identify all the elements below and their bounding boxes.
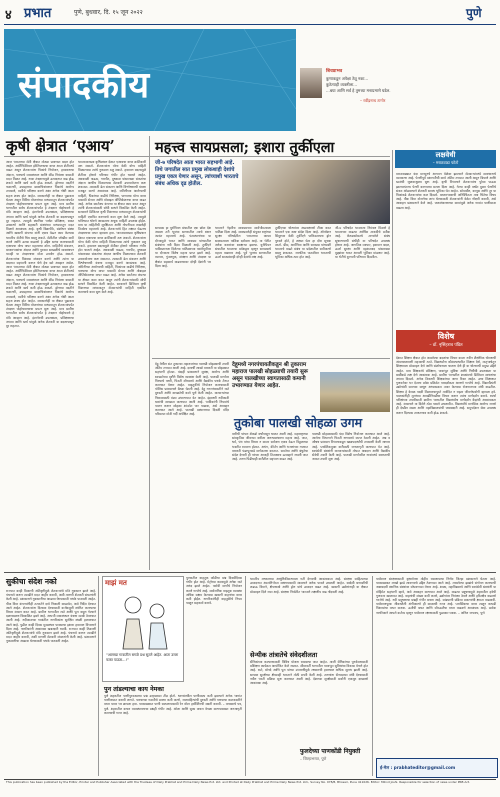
bottom-col1-body: राज्यात काही ठिकाणी अतिवृष्टीमुळे शेतकऱ्यांचे मोठे नुकसान झाले आहे. पंचनामे करून तातडीने मदत जाहीर करावी, अशी मागणी शेतकरी संघटनांनी केली आहे. प्रशासनाने नुकसानीचा आढावा घेण्यासाठी पथके पाठवली आहेत. पीक विमा कंपन्यांनीही तत्परतेने दावे निकाली काढावेत, असे निर्देश देण्यात आले आहेत. शेतकऱ्यांना दिलासा देण्यासाठी कर्जवसुली स्थगित करण्याचा विचार शासन करत आहे. ग्रामीण भागातील रस्ते आणि पूल वाहून गेल्याने दळणवळण विस्कळित झाले आहे. आपत्ती व्यवस्थापन यंत्रणा सतर्क ठेवण्यात आली आहे. नदीकाठच्या गावांतील नागरिकांना सुरक्षित स्थळी हलवण्यात आले आहे. पुढील काही दिवस मुसळधार पावसाचा इशारा हवामान विभागाने दिला आहे. नागरिकांनी आवश्यक खबरदारी घ्यावी. राज्यात काही ठिकाणी अतिवृष्टीमुळे शेतकऱ्यांचे मोठे नुकसान झाले आहे. पंचनामे करून तातडीने मदत जाहीर करावी, अशी मागणी शेतकरी संघटनांनी केली आहे. प्रशासनाने नुकसानीचा आढावा घेण्यासाठी पथके पाठवली आहेत.: [6, 589, 96, 644]
bottom-col1-title: सुकीचा संदेश नको: [6, 577, 57, 586]
lead-headline: महत्त्व सायप्रसला; इशारा तुर्कीएला: [155, 139, 335, 156]
quote-box: [300, 66, 435, 128]
banner-title: संपादकीय: [18, 65, 150, 106]
right-column-body: मराठवाड्यात यंदा मान्सूनचे आगमन वेळेवर झाल्याने शेतकऱ्यांमध्ये समाधानाचे वातावरण आहे. पेरणीपूर्व मशागतीची कामे अंतिम टप्प्यात आली असून बियाणे आणि खतांची जुळवाजुळव सुरू आहे. कृषी विभागाने शेतकऱ्यांना पुरेसा पाऊस झाल्यानंतरच पेरणी करण्याचा सल्ला दिला आहे. गेल्या काही वर्षांत दुबार पेरणीचे संकट ओढवल्याने शेतकरी सावध भूमिका घेत आहेत. सोयाबीन, कापूस आणि तूर या पिकांकडे शेतकऱ्यांचा कल दिसतो. बाजारभावाची अनिश्चितता मात्र चिंतेचा विषय आहे. पीक विमा योजनेचा लाभ घेण्यासाठी शेतकऱ्यांनी वेळेत नोंदणी करावी, असे आवाहन प्रशासनाने केले आहे. जलसंधारणाच्या कामांमुळे अनेक गावांत पाणीसाठा वाढला आहे.: [396, 172, 496, 210]
tukoba-photo: [320, 372, 390, 412]
feature-box: [396, 330, 496, 352]
editorial-body-col1: आज भारताच्या शेती क्षेत्रात मोठ्या प्रमाणात बदल होत आहेत. आर्टिफिशियल इंटेलिजन्सचा वापर आता शेतीमध्ये वाढत असून शेतकऱ्यांना पिकांचे नियोजन, हवामानाचा अंदाज, पाण्याचे व्यवस्थापन आणि कीड नियंत्रण यासाठी मदत मिळत आहे. नव्या तंत्रज्ञानामुळे उत्पादनात वाढ होऊ शकते आणि खर्च कमी होऊ शकतो. ड्रोनच्या मदतीने फवारणी, उपग्रहाच्या छायाचित्रांवरून पिकांचे आरोग्य तपासणे, मातीचे परीक्षण करणे अशा अनेक गोष्टी आता सहज शक्य होत आहेत. सरकारनेही या क्षेत्रात पुढाकार घेतला असून विविध योजनांच्या माध्यमातून शेतकऱ्यांपर्यंत तंत्रज्ञान पोहोचवण्याचा प्रयत्न सुरू आहे. मात्र ग्रामीण भागातील सर्वच शेतकऱ्यांपर्यंत हे तंत्रज्ञान पोहोचवणे हे मोठे आव्हान आहे. इंटरनेटची उपलब्धता, प्रशिक्षणाचा अभाव आणि खर्च यांमुळे अनेक शेतकरी या बदलापासून दूर राहतात. त्यामुळे स्थानिक भाषेत प्रशिक्षण, स्वस्त उपकरणे आणि सहकारी संस्थांच्या माध्यमातून मदत मिळणे आवश्यक आहे. कृषी विद्यापीठे, संशोधन संस्था आणि खासगी कंपन्या यांनी एकत्र येऊन काम केल्यास भारतीय शेतीचे चित्र बदलू शकते. शेतीतील जोखीम कमी करणे आणि उत्पन्न वाढवणे हे उद्दिष्ट साध्य करण्यासाठी एआयचा योग्य वापर महत्त्वाचा ठरेल. माहितीचे संकलन, बाजारभावांचा अंदाज आणि पुरवठा साखळीचे व्यवस्थापन यातही या तंत्रज्ञानाचा मोठा उपयोग होऊ शकतो. शेतकऱ्यांचा विश्वास संपादन करणे आणि त्यांना या बदलात सहभागी करून घेणे हेच खरे आव्हान असेल. आज भारताच्या शेती क्षेत्रात मोठ्या प्रमाणात बदल होत आहेत. आर्टिफिशियल इंटेलिजन्सचा वापर आता शेतीमध्ये वाढत असून शेतकऱ्यांना पिकांचे नियोजन, हवामानाचा अंदाज, पाण्याचे व्यवस्थापन आणि कीड नियंत्रण यासाठी मदत मिळत आहे. नव्या तंत्रज्ञानामुळे उत्पादनात वाढ होऊ शकते आणि खर्च कमी होऊ शकतो. ड्रोनच्या मदतीने फवारणी, उपग्रहाच्या छायाचित्रांवरून पिकांचे आरोग्य तपासणे, मातीचे परीक्षण करणे अशा अनेक गोष्टी आता सहज शक्य होत आहेत. सरकारनेही या क्षेत्रात पुढाकार घेतला असून विविध योजनांच्या माध्यमातून शेतकऱ्यांपर्यंत तंत्रज्ञान पोहोचवण्याचा प्रयत्न सुरू आहे. मात्र ग्रामीण भागातील सर्वच शेतकऱ्यांपर्यंत हे तंत्रज्ञान पोहोचवणे हे मोठे आव्हान आहे. इंटरनेटची उपलब्धता, प्रशिक्षणाचा अभाव आणि खर्च यांमुळे अनेक शेतकरी या बदलापासून दूर राहतात.: [6, 160, 74, 328]
quote-author: – रवींद्रनाथ टागोर: [360, 98, 386, 103]
lead-body-col1: सायप्रस हा युरोपियन संघातील एक छोटा देश असला तरी भूमध्य सागरातील त्याचे स्थान अत्यंत महत्त्वाचे आहे. पंतप्रधानांच्या या दौऱ्यामुळे भारत आणि सायप्रस यांच्यातील संबंधांना नवी दिशा मिळाली आहे. तुर्कीएने पाकिस्तानला दिलेल्या पाठिंब्याच्या पार्श्वभूमीवर या दौऱ्याला विशेष महत्त्व प्राप्त झाले आहे. व्यापार, गुंतवणूक, संरक्षण आणि तंत्रज्ञान या क्षेत्रांत सहकार्य वाढवण्यावर दोन्ही देशांनी भर दिला आहे.: [155, 226, 211, 268]
obituary-sub: – जिल्हाभरात, पुणे: [300, 756, 327, 761]
tukoba-body-col2: पालखी सोहळ्यासाठी यंदा विशेष नियोजन करण्यात आले आहे. आरोग्य विभागाने फिरती रुग्णालये सज्ज ठेवली आहेत. अन्न व औषध प्रशासन विभागाकडून खाद्यपदार्थांची तपासणी केली जाणार आहे. प्लास्टिकमुक्त वारीसाठी जनजागृती करण्यात येत आहे. स्वयंसेवी संस्थांनी वारकऱ्यांसाठी मोफत अन्नदान आणि वैद्यकीय सेवेची तयारी केली आहे. पालखी मार्गावरील गावांमध्ये स्वागताची जय्यत तयारी सुरू आहे.: [312, 432, 390, 462]
quote-line: कुणाकडून अपेक्षा ठेवू नका...: [326, 76, 369, 81]
cartoon-box: [102, 576, 184, 682]
masthead: [0, 0, 500, 28]
tukoba-body-col1: वारीची परंपरा शेकडो वर्षांपासून चालत आली आहे. महाराष्ट्राच्या सांस्कृतिक जीवनात वारीला अनन्यसाधारण महत्त्व आहे. जात, धर्म, पंथ यांचा विचार न करता सर्वजण एकत्र येऊन विठ्ठलाच्या भक्तीत रममाण होतात. अभंग, कीर्तन आणि भजनांच्या गजरात वारकरी पंढरपूरकडे मार्गक्रमण करतात. समतेचा आणि बंधुतेचा संदेश देणारी ही परंपरा आजही तितक्याच उत्साहाने जपली जात आहे. तरुण पिढीचाही वारीतील सहभाग वाढत आहे.: [232, 432, 308, 462]
obituary-title: फुलदेच्या पाणकोंडी नियुक्ती: [300, 748, 361, 755]
center-body-bottom: सैनिकांच्या कल्याणासाठी विविध योजना राबवल्या जात आहेत. माजी सैनिकांच्या पुनर्वसनासाठी प्रशिक्षण कार्यक्रम आयोजित केले जातात. सीमावर्ती भागातील पायाभूत सुविधांचा विकास वेगाने होत आहे. रस्ते, बोगदे आणि पूल यांच्या उभारणीमुळे लष्कराची हालचाल अधिक सुलभ झाली आहे. सायबर सुरक्षेच्या क्षेत्रातही भारताने मोठी प्रगती केली आहे. तरुणांना सैन्यदलात संधी देण्यासाठी नवीन भरती प्रक्रिया सुरू करण्यात आली आहे. देशाच्या सुरक्षेसाठी सर्वांनी एकजूट दाखवणे आवश्यक आहे.: [250, 660, 368, 686]
page-number: ४: [5, 8, 12, 23]
editorial-body-col2: भारतासारख्या कृषिप्रधान देशात एआयचा वापर क्रांतिकारी ठरू शकतो. शेतकऱ्यांना योग्य वेळी योग्य माहिती मिळाल्यास त्यांचे नुकसान टळू शकते. हवामान बदलामुळे शेतीवर होणारे परिणाम गंभीर होत चालले आहेत. अवकाळी पाऊस, गारपीट, दुष्काळ यांसारख्या संकटांचा अंदाज आधीच मिळाल्यास शेतकरी उपाययोजना करू शकतात. त्यासाठी डेटा संकलन आणि विश्लेषणाची यंत्रणा मजबूत करणे आवश्यक आहे. जमिनीच्या आरोग्याची माहिती, पिकांच्या वाढीचे निरीक्षण, पाण्याचा योग्य वापर यासाठी सेन्सर आणि मोबाइल ॲप्लिकेशनचा वापर वाढत आहे. अनेक स्टार्टअप कंपन्या या क्षेत्रात काम करत असून त्यांनी शेतकऱ्यांसाठी सोपी साधने विकसित केली आहेत. सरकारने डिजिटल कृषी मिशनच्या माध्यमातून शेतकऱ्यांची माहिती एकत्रित करण्याचे काम सुरू केले आहे. त्यामुळे भविष्यात धोरणे आखताना अचूक माहिती उपलब्ध होईल. मात्र या माहितीची सुरक्षितता आणि गोपनीयता राखणेही तितकेच महत्त्वाचे आहे. शेतकऱ्यांचे हित लक्षात घेऊनच तंत्रज्ञानाचा वापर व्हायला हवा. भारतासारख्या कृषिप्रधान देशात एआयचा वापर क्रांतिकारी ठरू शकतो. शेतकऱ्यांना योग्य वेळी योग्य माहिती मिळाल्यास त्यांचे नुकसान टळू शकते. हवामान बदलामुळे शेतीवर होणारे परिणाम गंभीर होत चालले आहेत. अवकाळी पाऊस, गारपीट, दुष्काळ यांसारख्या संकटांचा अंदाज आधीच मिळाल्यास शेतकरी उपाययोजना करू शकतात. त्यासाठी डेटा संकलन आणि विश्लेषणाची यंत्रणा मजबूत करणे आवश्यक आहे. जमिनीच्या आरोग्याची माहिती, पिकांच्या वाढीचे निरीक्षण, पाण्याचा योग्य वापर यासाठी सेन्सर आणि मोबाइल ॲप्लिकेशनचा वापर वाढत आहे. अनेक स्टार्टअप कंपन्या या क्षेत्रात काम करत असून त्यांनी शेतकऱ्यांसाठी सोपी साधने विकसित केली आहेत. सरकारने डिजिटल कृषी मिशनच्या माध्यमातून शेतकऱ्यांची माहिती एकत्रित करण्याचे काम सुरू केले आहे.: [78, 160, 146, 295]
right-bottom-body: पर्यावरण संरक्षणासाठी वृक्षारोपण मोहीम राबवण्याचा निर्णय जिल्हा प्रशासनाने घेतला आहे. पावसाळ्यात लाखो झाडे लावण्याचे उद्दिष्ट ठेवण्यात आले आहे. लावलेल्या झाडांचे संगोपन करण्याची जबाबदारी स्थानिक संस्थांवर सोपवण्यात येणार आहे. शाळा, महाविद्यालये आणि स्वयंसेवी संस्थांनी या मोहिमेत सहभागी व्हावे, असे आवाहन करण्यात आले आहे. वाढत्या प्रदूषणामुळे शहरातील हवेची गुणवत्ता खालावत आहे. वाहनांची संख्या कमी करणे, उद्योगांवर नियंत्रण ठेवणे आणि हरितक्षेत्र वाढवणे गरजेचे आहे. नदी प्रदूषणाचा प्रश्नही गंभीर बनला आहे. सांडपाणी प्रक्रिया प्रकल्पांची क्षमता वाढवावी. पर्यावरणपूरक जीवनशैली अंगीकारणे ही काळाची गरज आहे. प्लास्टिकचा वापर टाळून कापडी पिशव्यांचा वापर करावा. ऊर्जेची बचत आणि सौरऊर्जेचा वापर वाढवणे आवश्यक आहे. प्रत्येक नागरिकाने आपले कर्तव्य म्हणून पर्यावरण रक्षणासाठी पुढाकार घ्यावा. – अनिल जगताप, पुणे: [376, 577, 496, 615]
tukoba-left-col: देहू येथील संत तुकाराम महाराजांच्या पालखी सोहळ्याची तयारी अंतिम टप्प्यात आली आहे. दरवर्षी लाखो वारकरी या सोहळ्यात सहभागी होतात. यंदाही प्रशासनाने सुरक्षा, आरोग्य आणि स्वच्छतेच्या दृष्टीने विशेष व्यवस्था केली आहे. पालखी मार्गावर पिण्याचे पाणी, फिरती शौचालये आणि वैद्यकीय पथके तैनात करण्यात येणार आहेत. वाहतुकीचे नियोजन करण्यासाठी पोलिस प्रशासनाने बैठक घेतली आहे. देहू नगरपंचायतीने रस्ते दुरुस्ती आणि स्वच्छतेची कामे पूर्ण केली आहेत. वारकऱ्यांच्या निवासासाठी मंडप उभारण्यात येत आहेत. इंद्रायणी नदीकाठी घाटांची स्वच्छता करण्यात आली आहे. भाविकांनी नियमांचे पालन करून सोहळा शांततेत पार पाडावा, असे आवाहन करण्यात आले आहे. पालखी प्रस्थानाच्या दिवशी मंदिर परिसरात मोठी गर्दी अपेक्षित आहे.: [155, 362, 229, 417]
editorial-headline: कृषी क्षेत्रात ‘एआय’: [6, 137, 115, 155]
feature-body: देशात शिक्षण क्षेत्रात होत असलेल्या बदलांचा विचार करता नवीन शैक्षणिक धोरणाची अंमलबजावणी महत्त्वाची ठरते. विद्यार्थ्यांना कौशल्याधारित शिक्षण देणे, मातृभाषेतून शिक्षणाला प्रोत्साहन देणे आणि संशोधनाला चालना देणे ही या धोरणाची प्रमुख उद्दिष्टे आहेत. मात्र शिक्षकांचे प्रशिक्षण, पायाभूत सुविधा आणि निधीची उपलब्धता या बाबींकडे लक्ष देणे आवश्यक आहे. ग्रामीण भागातील शाळांमध्ये डिजिटल साधनांचा अभाव दिसतो. अनेक ठिकाणी शिक्षकांच्या जागा रिक्त आहेत. उच्च शिक्षणात गुणवत्तेवर भर देताना प्रवेश प्रक्रियेत पारदर्शकता आणणे गरजेचे आहे. विद्यापीठांनी उद्योगांशी समन्वय साधून अभ्यासक्रम तयार केल्यास रोजगाराच्या संधी वाढतील. शिक्षण हे केवळ पदवी मिळवण्यापुरते मर्यादित न राहता जीवनोपयोगी व्हायला हवे. पालकांनीही मुलांच्या आवडीनिवडीचा विचार करून त्यांना मार्गदर्शन करावे. स्पर्धा परीक्षांच्या तयारीसाठी ग्रामीण भागातील विद्यार्थ्यांना मार्गदर्शन केंद्रांची आवश्यकता आहे. शासनाने या दिशेने ठोस पावले उचलावीत. विद्यार्थ्यांचे मानसिक आरोग्य जपणे ही देखील शाळा आणि महाविद्यालयांची जबाबदारी आहे. समुपदेशन सेवा उपलब्ध करून दिल्यास ताणतणाव कमी होऊ शकतो.: [396, 356, 496, 415]
edition-label: पुणे: [466, 6, 482, 20]
center-body-top: भारतीय लष्कराच्या आधुनिकीकरणाला गती देण्याची आवश्यकता आहे. संरक्षण साहित्याच्या उत्पादनात आत्मनिर्भरता साधण्यासाठी शासनाने अनेक पावले उचलली आहेत. स्वदेशी बनावटीची लढाऊ विमाने, क्षेपणास्त्रे आणि ड्रोन यांचे उत्पादन वाढत आहे. खासगी उद्योगांनाही या क्षेत्रात प्रोत्साहन दिले जात आहे. संरक्षण निर्यातीत भारताने लक्षणीय वाढ नोंदवली आहे.: [250, 577, 368, 594]
right-column-subtitle: – मराठवाडा फोटो: [432, 160, 459, 165]
dateline: पुणे, बुधवार, दि. १५ जून २०२२: [74, 9, 143, 16]
right-column-title: लक्षवेधी: [435, 151, 456, 159]
paper-name-logo: प्रभात: [24, 6, 52, 21]
letters-body: पुणे शहरातील पाणीपुरवठ्याचा प्रश्न उन्हाळ्यात तीव्र होतो. धरणांमधील पाणीसाठा कमी झाल्याने अनेक भागांत पाणीकपात करावी लागते. पाण्याच्या गळतीचे प्रमाण कमी करणे, जलवाहिन्यांची दुरुस्ती आणि पाण्याचा काटकसरीने वापर यावर भर द्यायला हवा. पावसाळ्यात पाणी साठवण्यासाठी रेन वॉटर हार्वेस्टिंगची सक्ती करावी. – वाचकाचे पत्र, पुणे. शहरातील कचरा व्यवस्थापनाचा प्रश्नही गंभीर आहे. ओला आणि सुका कचरा वेगळा करण्याबाबत जनजागृती करण्याची गरज आहे.: [104, 694, 242, 715]
editorial-banner: [4, 29, 296, 131]
cartoon-caption: “आमच्या गावातील सगळे प्रश्न सुटले आहेत. आता उरला फक्त पाऊस...!”: [106, 653, 179, 662]
center-title: सेन्यीक तांत्रातेचे संवेदशीलता: [250, 651, 318, 659]
letters-title: पुन तांडल्याचा काय नेमका: [104, 686, 164, 693]
quote-byline: शिवप्राभव: [326, 69, 343, 74]
lead-kicker: जी-७ परिषदेत आता भारत सहभागी आहे. तिथे जगातील सात प्रमुख लोकशाही देशांचे प्रमुख एकत्र येणार असून, त्यांच्याशी भारताचे संबंध अधिक दृढ होतील.: [155, 160, 239, 187]
feature-subtitle: – डॉ. नृसिंहराव पंडित: [429, 343, 463, 348]
footer-imprint: This publication has been published by the Editor, Printer and Publisher Associated with the Trustees of Daily Prabhat and Prime Daily News Pvt. Ltd. and Printed at Daily Prabhat and Prime Daily News Pvt. Ltd., Survey No. 978/8, Bhosari, Pune 411026. Editor: Milind Joshi. Responsible for selection of news under PRB Act.: [6, 781, 470, 784]
lead-body-col4: जी-७ परिषदेत भारताला निमंत्रण मिळणे हे भारताच्या वाढत्या आर्थिक ताकदीचे प्रतीक आहे. कॅनडासोबतचे ताणलेले संबंध सुधारण्याची संधीही या परिषदेत उपलब्ध होणार आहे. जागतिक व्यापार, हवामान बदल, ऊर्जा सुरक्षा आणि दहशतवाद यांसारख्या मुद्द्यांवर भारत आपली भूमिका मांडणार आहे. या भेटीचे दूरगामी परिणाम दिसतील.: [335, 226, 390, 260]
cartoon-title: माझं मत: [105, 579, 127, 587]
quote-line: कुठेत्याही व्यक्तीला...: [326, 82, 358, 87]
email-box: [376, 758, 498, 778]
lead-body-col3: तुर्कीएच्या धोरणांवर अप्रत्यक्षपणे टीका करत भारताने एक स्पष्ट संदेश दिला आहे. ऑपरेशन सिंदूरच्या वेळी तुर्कीएने पाकिस्तानला ड्रोन पुरवले होते, हे लक्षात घेता हा दौरा सूचक ठरतो. ग्रीस, आर्मेनिया आणि सायप्रस यांच्याशी भारताचे वाढते संबंध या प्रदेशातील समीकरणे बदलू शकतात. जागतिक पातळीवर भारताची भूमिका अधिक ठाम होत आहे.: [275, 226, 331, 260]
tukoba-headline: तुकोबा पालखी सोहळा उगम: [234, 415, 363, 430]
feature-title: विशेष: [437, 332, 455, 341]
quote-line: ...बघा आणि सर्व हे तुमच्या मनाप्रमाणे घडेल.: [326, 88, 391, 93]
tukoba-kicker: देहूमध्ये नगरपंचायतीकडून श्री तुकाराम महाराज पालखी सोहळ्याची तयारी सुरू असून पालखीच्या स्वागतासाठी कमानी उभारण्यात येणार आहेत.: [232, 362, 308, 389]
cartoon-drawing: [109, 591, 177, 651]
right-column-header: [395, 150, 496, 168]
lead-photo: [242, 160, 390, 224]
lead-body-col2: भारताने नेहमीच सायप्रसच्या सार्वभौमत्वाला पाठिंबा दिला आहे. सायप्रसनेही संयुक्त राष्ट्रांच्या सुरक्षा परिषदेतील भारताच्या कायम सदस्यत्वाला पाठिंबा दर्शवला आहे. या भेटीत अनेक करारांवर स्वाक्षऱ्या झाल्या. युरोपियन संघातील भारताचा प्रवेशद्वार म्हणून सायप्रसचे महत्त्व वाढणार आहे. पूर्व भूमध्य सागरातील ऊर्जा साठ्यांवरही दोन्ही देशांचे लक्ष आहे.: [215, 226, 271, 260]
email-label[interactable]: ई-मेल : prabhateditor@gmail.com: [380, 765, 456, 770]
cartoon-side-text: पुण्यातील वाहतूक कोंडीचा प्रश्न दिवसेंदिवस गंभीर होत आहे. मेट्रोच्या कामामुळे अनेक रस्ते अरुंद झाले आहेत. पर्यायी मार्गांचे नियोजन करणे गरजेचे आहे. सार्वजनिक वाहतूक व्यवस्था अधिक सक्षम केल्यास खासगी वाहनांचा वापर कमी होईल. नागरिकांनीही वाहतुकीचे नियम पाळून सहकार्य करावे.: [186, 576, 242, 606]
author-portrait: [300, 68, 322, 98]
